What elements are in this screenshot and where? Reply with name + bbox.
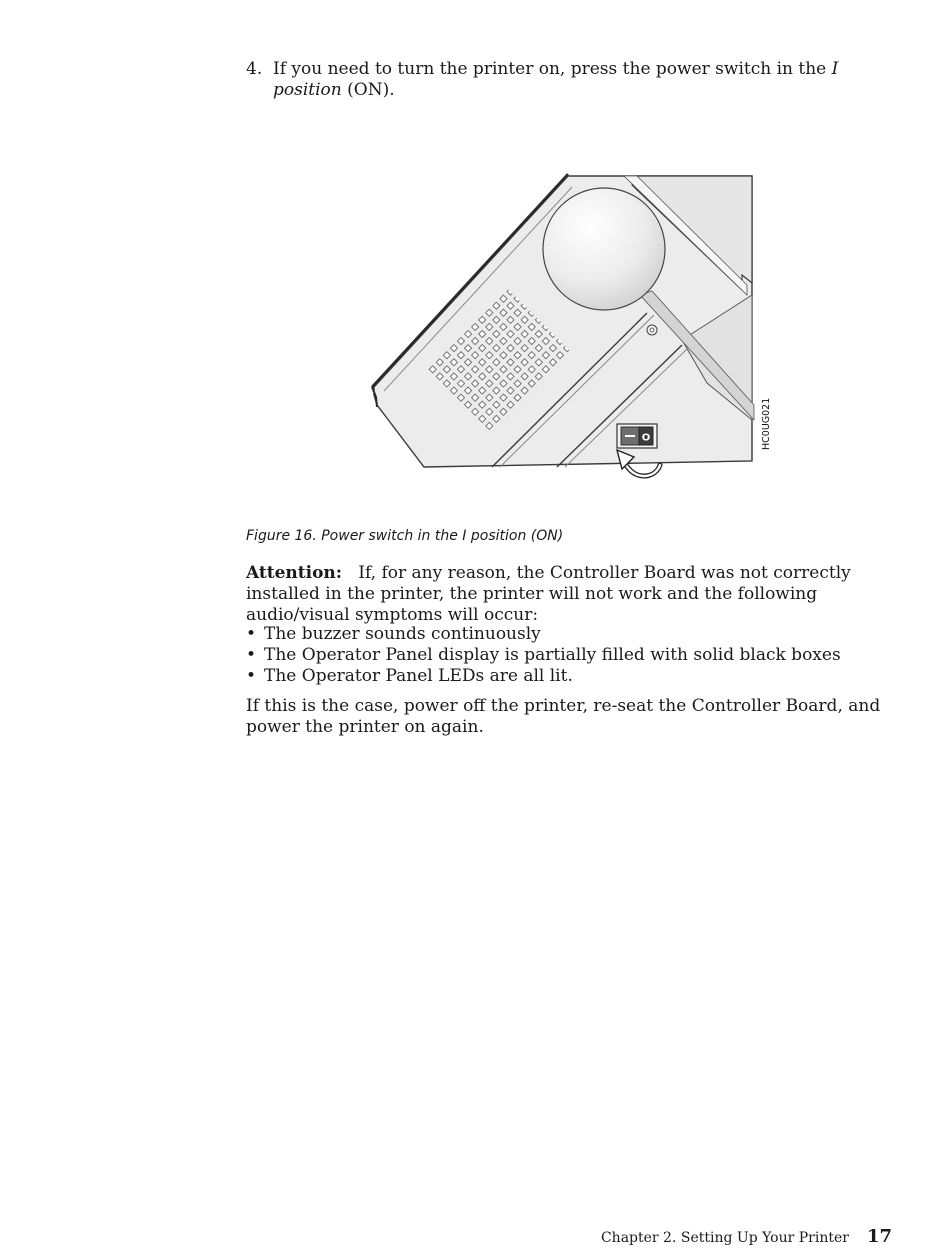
bullet-glyph: •: [246, 666, 257, 686]
attention-text: If, for any reason, the Controller Board was not correctly installed in the printer, the printer will not work and the following audio/visual symptoms will occur:: [246, 563, 851, 625]
list-item: [246, 624, 886, 645]
bullet-glyph: •: [246, 624, 257, 644]
list-item-text: The Operator Panel LEDs are all lit.: [264, 666, 573, 686]
symptom-list: [246, 624, 886, 687]
figure-id-label: HC0UG021: [761, 397, 772, 450]
attention-label: Attention:: [246, 563, 343, 583]
list-item-text: The Operator Panel display is partially filled with solid black boxes: [264, 645, 841, 665]
page-number: 17: [866, 1226, 892, 1247]
step-text-emphasis: I position: [273, 59, 839, 100]
step-number: 4.: [246, 59, 263, 79]
printer-illustration: [362, 165, 782, 485]
power-switch: [617, 424, 657, 448]
attention-paragraph: [246, 563, 886, 626]
figure-caption: Figure 16. Power switch in the I position (ON): [246, 528, 564, 544]
list-item: [246, 666, 886, 687]
closing-paragraph: If this is the case, power off the printer, re-seat the Controller Board, and power the printer on again.: [246, 696, 881, 737]
bullet-glyph: •: [246, 645, 257, 665]
step-text-after: (ON).: [341, 80, 395, 100]
switch-off-symbol: O: [641, 432, 651, 444]
list-item: [246, 645, 886, 666]
printer-power-switch-figure: [362, 165, 782, 485]
step-text-before: If you need to turn the printer on, press the power switch in the: [273, 59, 832, 79]
page-footer: [601, 1226, 892, 1247]
step-text: [273, 59, 876, 101]
step-4: [246, 59, 876, 101]
list-item-text: The buzzer sounds continuously: [264, 624, 541, 644]
footer-chapter: Chapter 2. Setting Up Your Printer: [600, 1230, 849, 1246]
